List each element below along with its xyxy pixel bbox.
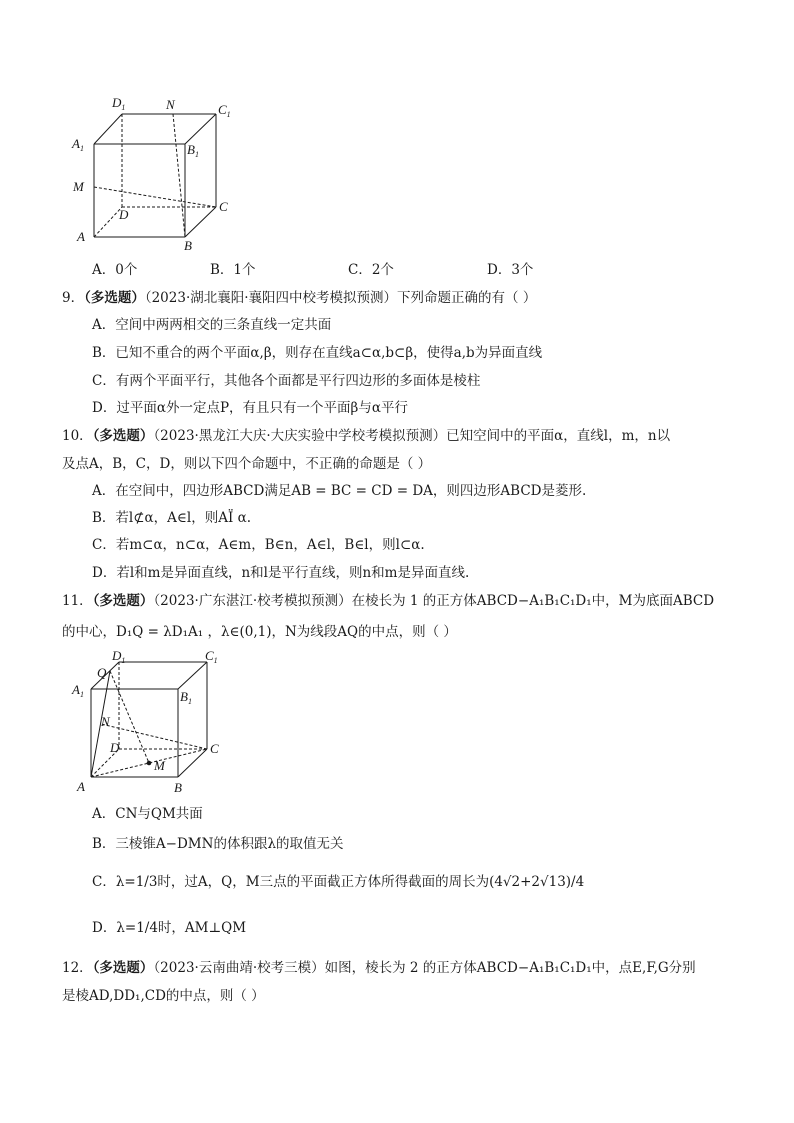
edge-a1d1 <box>94 114 122 144</box>
label-d: D <box>110 740 120 755</box>
label-d1: $D_1$ <box>112 95 126 112</box>
label-a1: $A_1$ <box>72 136 84 153</box>
label-c: C <box>210 741 219 756</box>
label-a: A <box>77 779 85 794</box>
q9-option-b: B．已知不重合的两个平面α,β，则存在直线a⊂α,b⊂β，使得a,b为异面直线 <box>92 345 543 361</box>
q11-option-b: B．三棱锥A−DMN的体积跟λ的取值无关 <box>92 836 344 852</box>
label-d1: $D_1$ <box>112 648 126 665</box>
q10-option-a: A．在空间中，四边形ABCD满足AB = BC = CD = DA，则四边形ABCD是菱形. <box>92 483 587 499</box>
segment-mc <box>94 187 216 207</box>
q9-option-d: D．过平面α外一定点P，有且只有一个平面β与α平行 <box>92 400 408 416</box>
label-b1: $B_1$ <box>187 142 199 159</box>
q8-option-a: A．0个 <box>92 262 138 278</box>
label-b1: $B_1$ <box>180 689 192 706</box>
q11-option-a: A．CN与QM共面 <box>92 806 203 822</box>
point-m <box>147 761 152 766</box>
q8-option-d: D．3个 <box>487 262 534 278</box>
label-m: M <box>154 758 165 773</box>
edge-ad <box>94 207 122 237</box>
label-a: A <box>77 229 85 244</box>
edge-bc <box>178 749 207 777</box>
q12-stem-line1: 12．（多选题）（2023·云南曲靖·校考三模）如图，棱长为 2 的正方体ABCD−A₁B₁C₁D₁中，点E,F,G分别 <box>62 960 696 976</box>
cube-figure-2 <box>70 646 240 796</box>
edge-bc <box>185 207 216 237</box>
label-b: B <box>174 780 182 795</box>
q11-stem-line1: 11．（多选题）（2023·广东湛江·校考模拟预测）在棱长为 1 的正方体ABCD−A₁B₁C₁D₁中，M为底面ABCD <box>62 593 715 609</box>
q10-stem-line1: 10．（多选题）（2023·黑龙江大庆·大庆实验中学校考模拟预测）已知空间中的平面α，直线l，m，n以 <box>62 428 671 444</box>
q9-stem: 9．（多选题）（2023·湖北襄阳·襄阳四中校考模拟预测）下列命题正确的有（ ） <box>62 290 537 306</box>
q10-stem-line2: 及点A，B，C，D，则以下四个命题中，不正确的命题是（ ） <box>62 456 432 472</box>
label-a1: $A_1$ <box>72 682 84 699</box>
label-c1: $C_1$ <box>218 102 231 119</box>
label-c: C <box>219 199 228 214</box>
label-c1: $C_1$ <box>205 648 218 665</box>
label-q: Q <box>97 665 107 680</box>
q11-stem-line2: 的中心，D₁Q = λD₁A₁ ，λ∈(0,1)，N为线段AQ的中点，则（ ） <box>62 624 457 640</box>
q9-option-a: A．空间中两两相交的三条直线一定共面 <box>92 317 332 333</box>
q11-option-d: D．λ=1/4时，AM⊥QM <box>92 920 247 936</box>
cube-figure-1 <box>70 92 245 252</box>
label-m: M <box>73 179 84 194</box>
edge-b1c1 <box>185 114 216 144</box>
label-n: N <box>101 714 110 729</box>
label-d: D <box>119 207 129 222</box>
q10-option-d: D．若l和m是异面直线，n和l是平行直线，则n和m是异面直线. <box>92 565 470 581</box>
edge-b1c1 <box>178 662 207 689</box>
q8-option-c: C．2个 <box>348 262 394 278</box>
segment-nb <box>173 114 185 237</box>
q10-option-b: B．若l⊄α，A∈l，则AÏ α. <box>92 510 252 526</box>
label-n: N <box>166 97 175 112</box>
q9-option-c: C．有两个平面平行，其他各个面都是平行四边形的多面体是棱柱 <box>92 373 481 389</box>
q10-option-c: C．若m⊂α，n⊂α，A∈m，B∈n，A∈l，B∈l，则l⊂α. <box>92 537 425 553</box>
label-b: B <box>184 238 192 252</box>
q12-stem-line2: 是棱AD,DD₁,CD的中点，则（ ） <box>62 988 265 1004</box>
q11-option-c: C．λ=1/3时，过A，Q，M三点的平面截正方体所得截面的周长为(4√2+2√13)/4 <box>92 874 585 890</box>
q8-option-b: B．1个 <box>210 262 256 278</box>
